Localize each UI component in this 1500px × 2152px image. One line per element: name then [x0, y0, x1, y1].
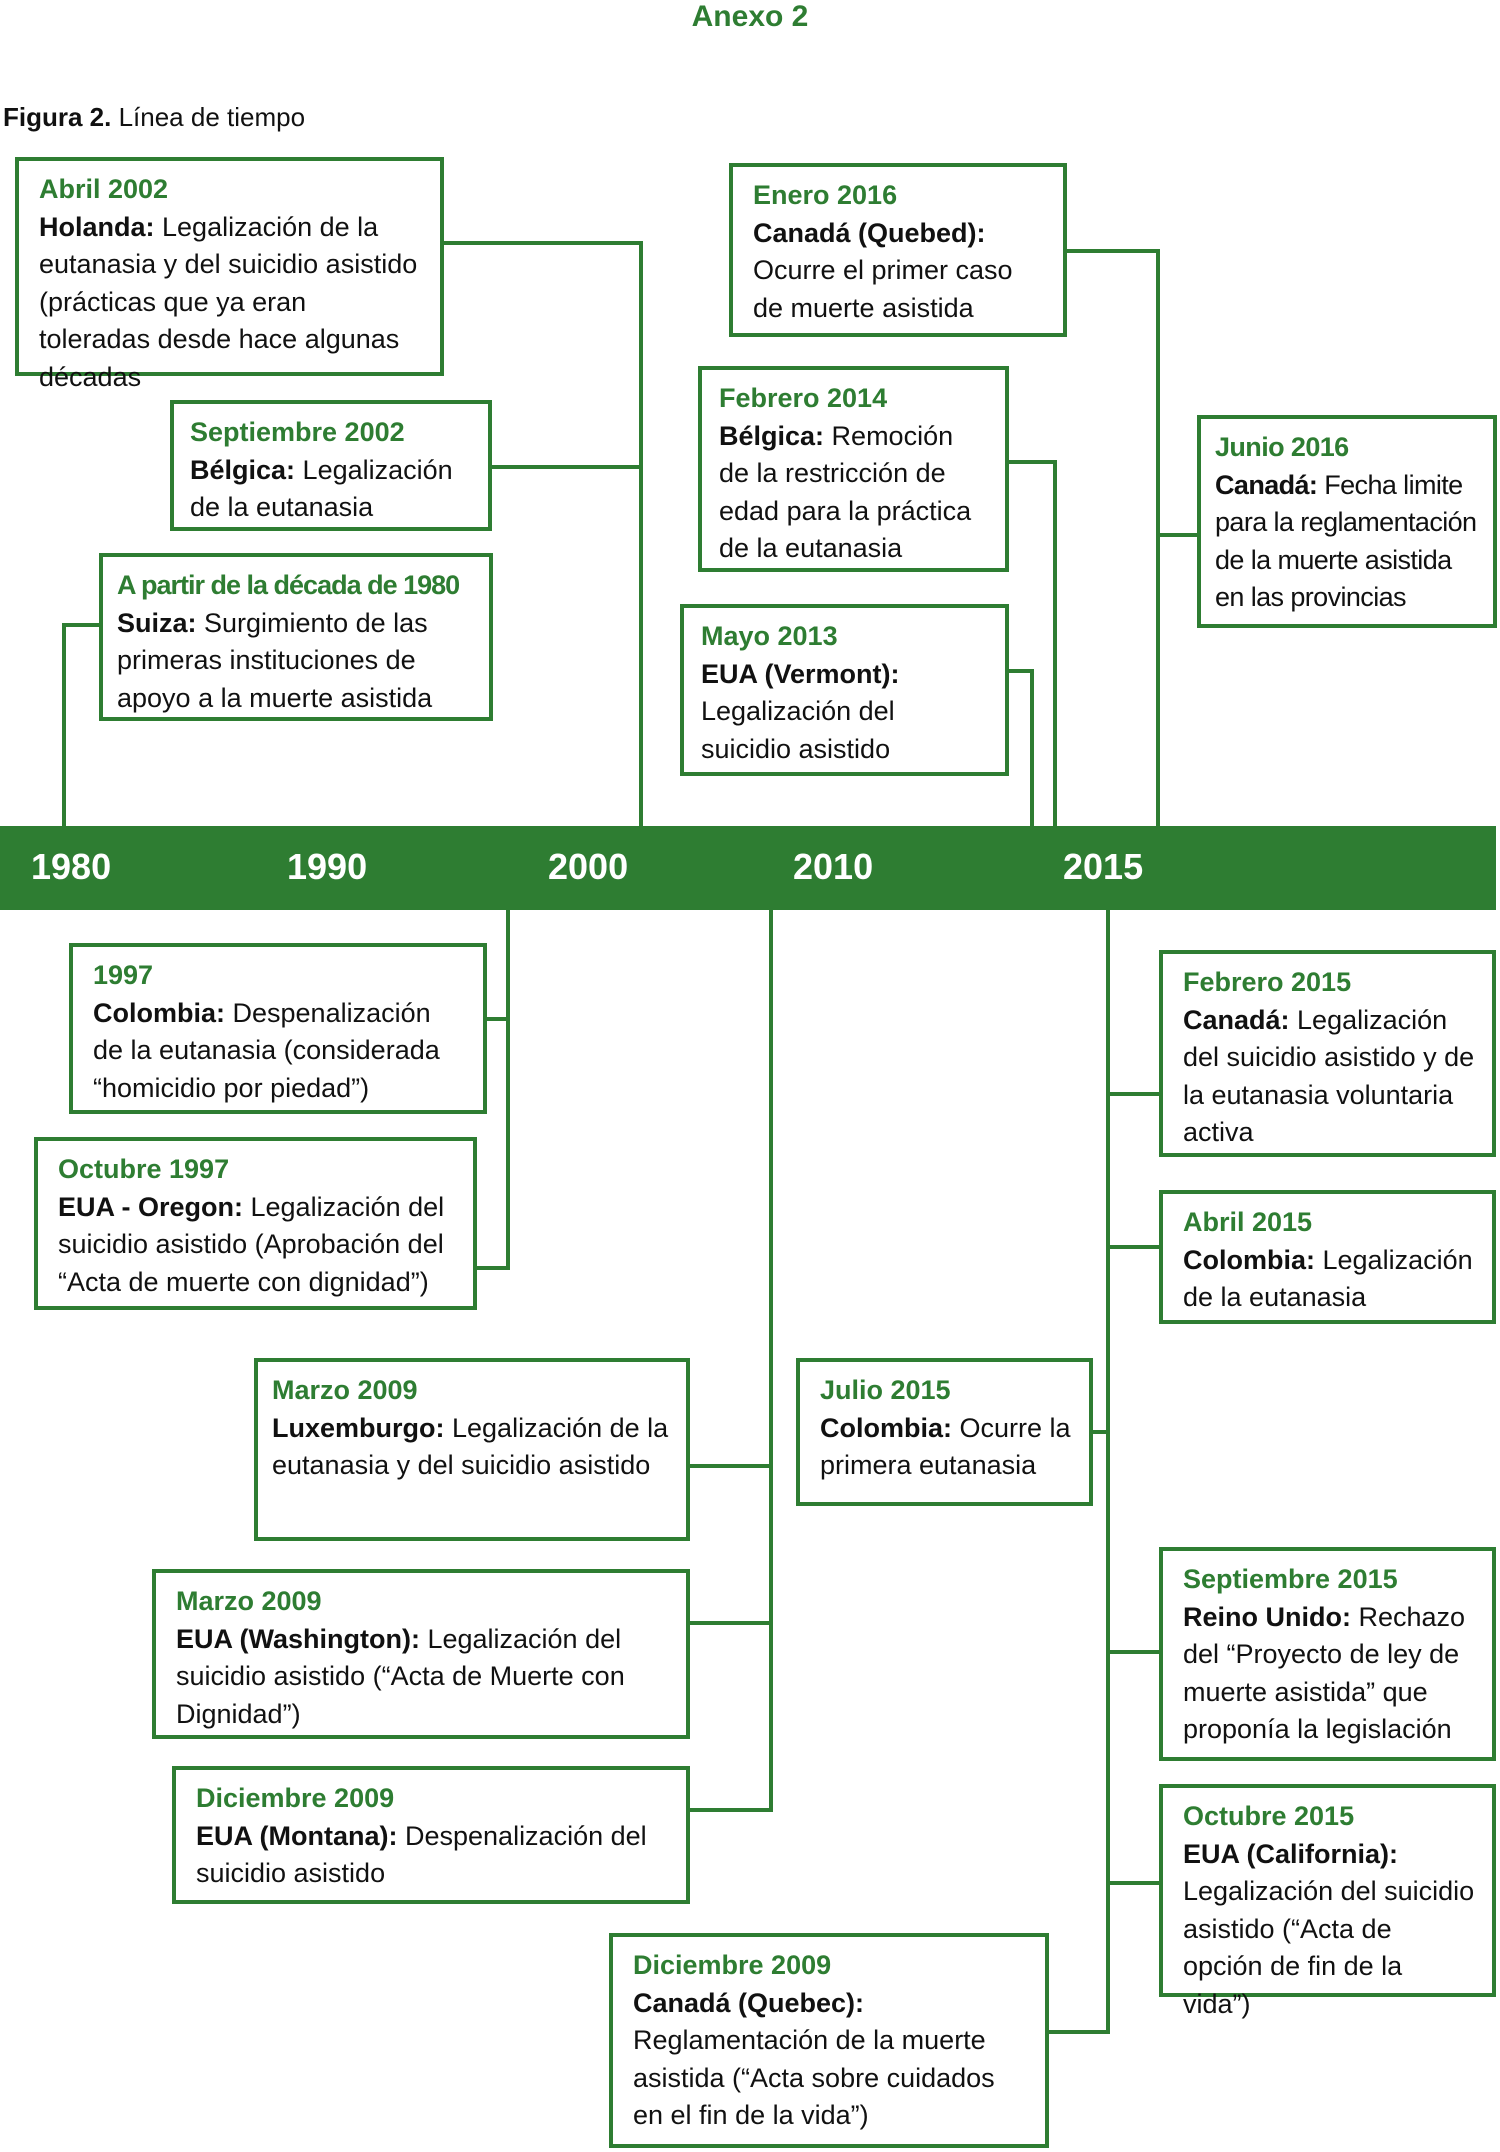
event-text: Fecha limite para la reglamentación de la muerte asistida en las provincias — [1215, 469, 1477, 612]
event-place: EUA (Vermont): — [701, 658, 900, 689]
event-box — [152, 1569, 690, 1739]
event-date: Marzo 2009 — [176, 1586, 322, 1616]
event-box — [729, 163, 1067, 337]
event-text: Legalización del suicidio asistido (Aprobación del “Acta de muerte con dignidad”) — [58, 1191, 445, 1297]
event-date: Junio 2016 — [1215, 432, 1349, 462]
event-date: Mayo 2013 — [701, 621, 838, 651]
event-box — [609, 1933, 1049, 2148]
event-box — [1159, 1190, 1496, 1324]
event-box — [69, 943, 487, 1114]
event-text: Legalización del suicidio asistido (“Acta de Muerte con Dignidad”) — [176, 1623, 625, 1729]
event-text: Surgimiento de las primeras instituciones de apoyo a la muerte asistida — [117, 607, 433, 713]
year-label-2000: 2000 — [548, 846, 629, 887]
event-date: Septiembre 2002 — [190, 417, 405, 447]
event-box — [99, 553, 493, 721]
connector-line — [1066, 251, 1158, 826]
connector-line — [443, 243, 641, 826]
event-date: Septiembre 2015 — [1183, 1564, 1398, 1594]
event-place: Colombia: — [93, 997, 225, 1028]
event-box — [34, 1137, 477, 1310]
year-label-1980: 1980 — [31, 846, 112, 887]
event-place: EUA (Washington): — [176, 1623, 420, 1654]
event-date: Febrero 2014 — [719, 383, 888, 413]
event-date: A partir de la década de 1980 — [117, 570, 460, 600]
event-place: Colombia: — [820, 1412, 952, 1443]
figure-caption-text: Línea de tiempo — [111, 102, 306, 132]
event-box — [698, 366, 1009, 572]
event-date: Julio 2015 — [820, 1375, 951, 1405]
event-place: EUA (California): — [1183, 1838, 1398, 1869]
event-date: Octubre 1997 — [58, 1154, 230, 1184]
event-place: Canadá: — [1215, 469, 1318, 500]
connector-line — [1006, 671, 1032, 826]
event-text: Legalización del suicidio asistido — [701, 696, 895, 764]
event-text: Legalización de la eutanasia — [190, 454, 453, 522]
event-date: Marzo 2009 — [272, 1375, 418, 1405]
event-text: Ocurre la primera eutanasia — [820, 1412, 1071, 1480]
event-place: Bélgica: — [190, 454, 296, 485]
event-box — [170, 400, 492, 531]
event-text: Ocurre el primer caso de muerte asistida — [753, 255, 1013, 323]
event-place: Canadá (Quebed): — [753, 217, 986, 248]
event-place: Luxemburgo: — [272, 1412, 445, 1443]
connector-line — [688, 910, 771, 1810]
annex-title: Anexo 2 — [691, 0, 809, 33]
event-box — [1159, 1784, 1496, 2019]
figure-caption-label: Figura 2. — [3, 102, 112, 132]
event-text: Legalización de la eutanasia y del suicidio asistido (prácticas que ya eran toleradas desde hace algunas décadas — [39, 211, 418, 392]
event-place: EUA - Oregon: — [58, 1191, 243, 1222]
event-text: Despenalización del suicidio asistido — [196, 1820, 647, 1888]
event-text: Legalización del suicidio asistido y de la eutanasia voluntaria activa — [1183, 1004, 1475, 1147]
connector-line — [64, 625, 100, 826]
year-label-2010: 2010 — [793, 846, 874, 887]
event-place: EUA (Montana): — [196, 1820, 398, 1851]
event-date: Diciembre 2009 — [196, 1783, 395, 1813]
year-label-2015: 2015 — [1063, 846, 1144, 887]
event-text: Reglamentación de la muerte asistida (“Acta sobre cuidados en el fin de la vida”) — [633, 2025, 995, 2130]
event-text: Remoción de la restricción de edad para la práctica de la eutanasia — [719, 420, 972, 563]
year-label-1990: 1990 — [287, 846, 368, 887]
event-text: Legalización de la eutanasia — [1183, 1244, 1473, 1312]
event-text: Legalización del suicidio asistido (“Acta de opción de fin de la vida”) — [1183, 1876, 1475, 2019]
event-box — [1197, 415, 1497, 628]
event-text: Rechazo del “Proyecto de ley de muerte asistida” que proponía la legislación — [1183, 1601, 1466, 1744]
event-text: Legalización de la eutanasia y del suicidio asistido — [272, 1412, 669, 1480]
event-place: Colombia: — [1183, 1244, 1315, 1275]
event-place: Suiza: — [117, 607, 197, 638]
event-date: Enero 2016 — [753, 180, 898, 210]
event-date: Diciembre 2009 — [633, 1950, 832, 1980]
timeline-axis — [0, 826, 1496, 910]
event-place: Reino Unido: — [1183, 1601, 1351, 1632]
event-place: Holanda: — [39, 211, 155, 242]
event-date: Abril 2015 — [1183, 1207, 1313, 1237]
event-box — [172, 1766, 690, 1904]
event-place: Canadá (Quebec): — [633, 1987, 865, 2018]
event-date: Octubre 2015 — [1183, 1801, 1355, 1831]
event-date: Abril 2002 — [39, 174, 169, 204]
event-box — [1159, 950, 1496, 1157]
event-box — [15, 157, 444, 392]
event-box — [254, 1358, 690, 1541]
event-date: Febrero 2015 — [1183, 967, 1352, 997]
event-box — [680, 604, 1009, 776]
event-box — [796, 1358, 1093, 1506]
event-place: Bélgica: — [719, 420, 825, 451]
event-date: 1997 — [93, 960, 154, 990]
event-box — [1159, 1547, 1496, 1761]
event-place: Canadá: — [1183, 1004, 1290, 1035]
event-text: Despenalización de la eutanasia (considerada “homicidio por piedad”) — [93, 997, 440, 1103]
